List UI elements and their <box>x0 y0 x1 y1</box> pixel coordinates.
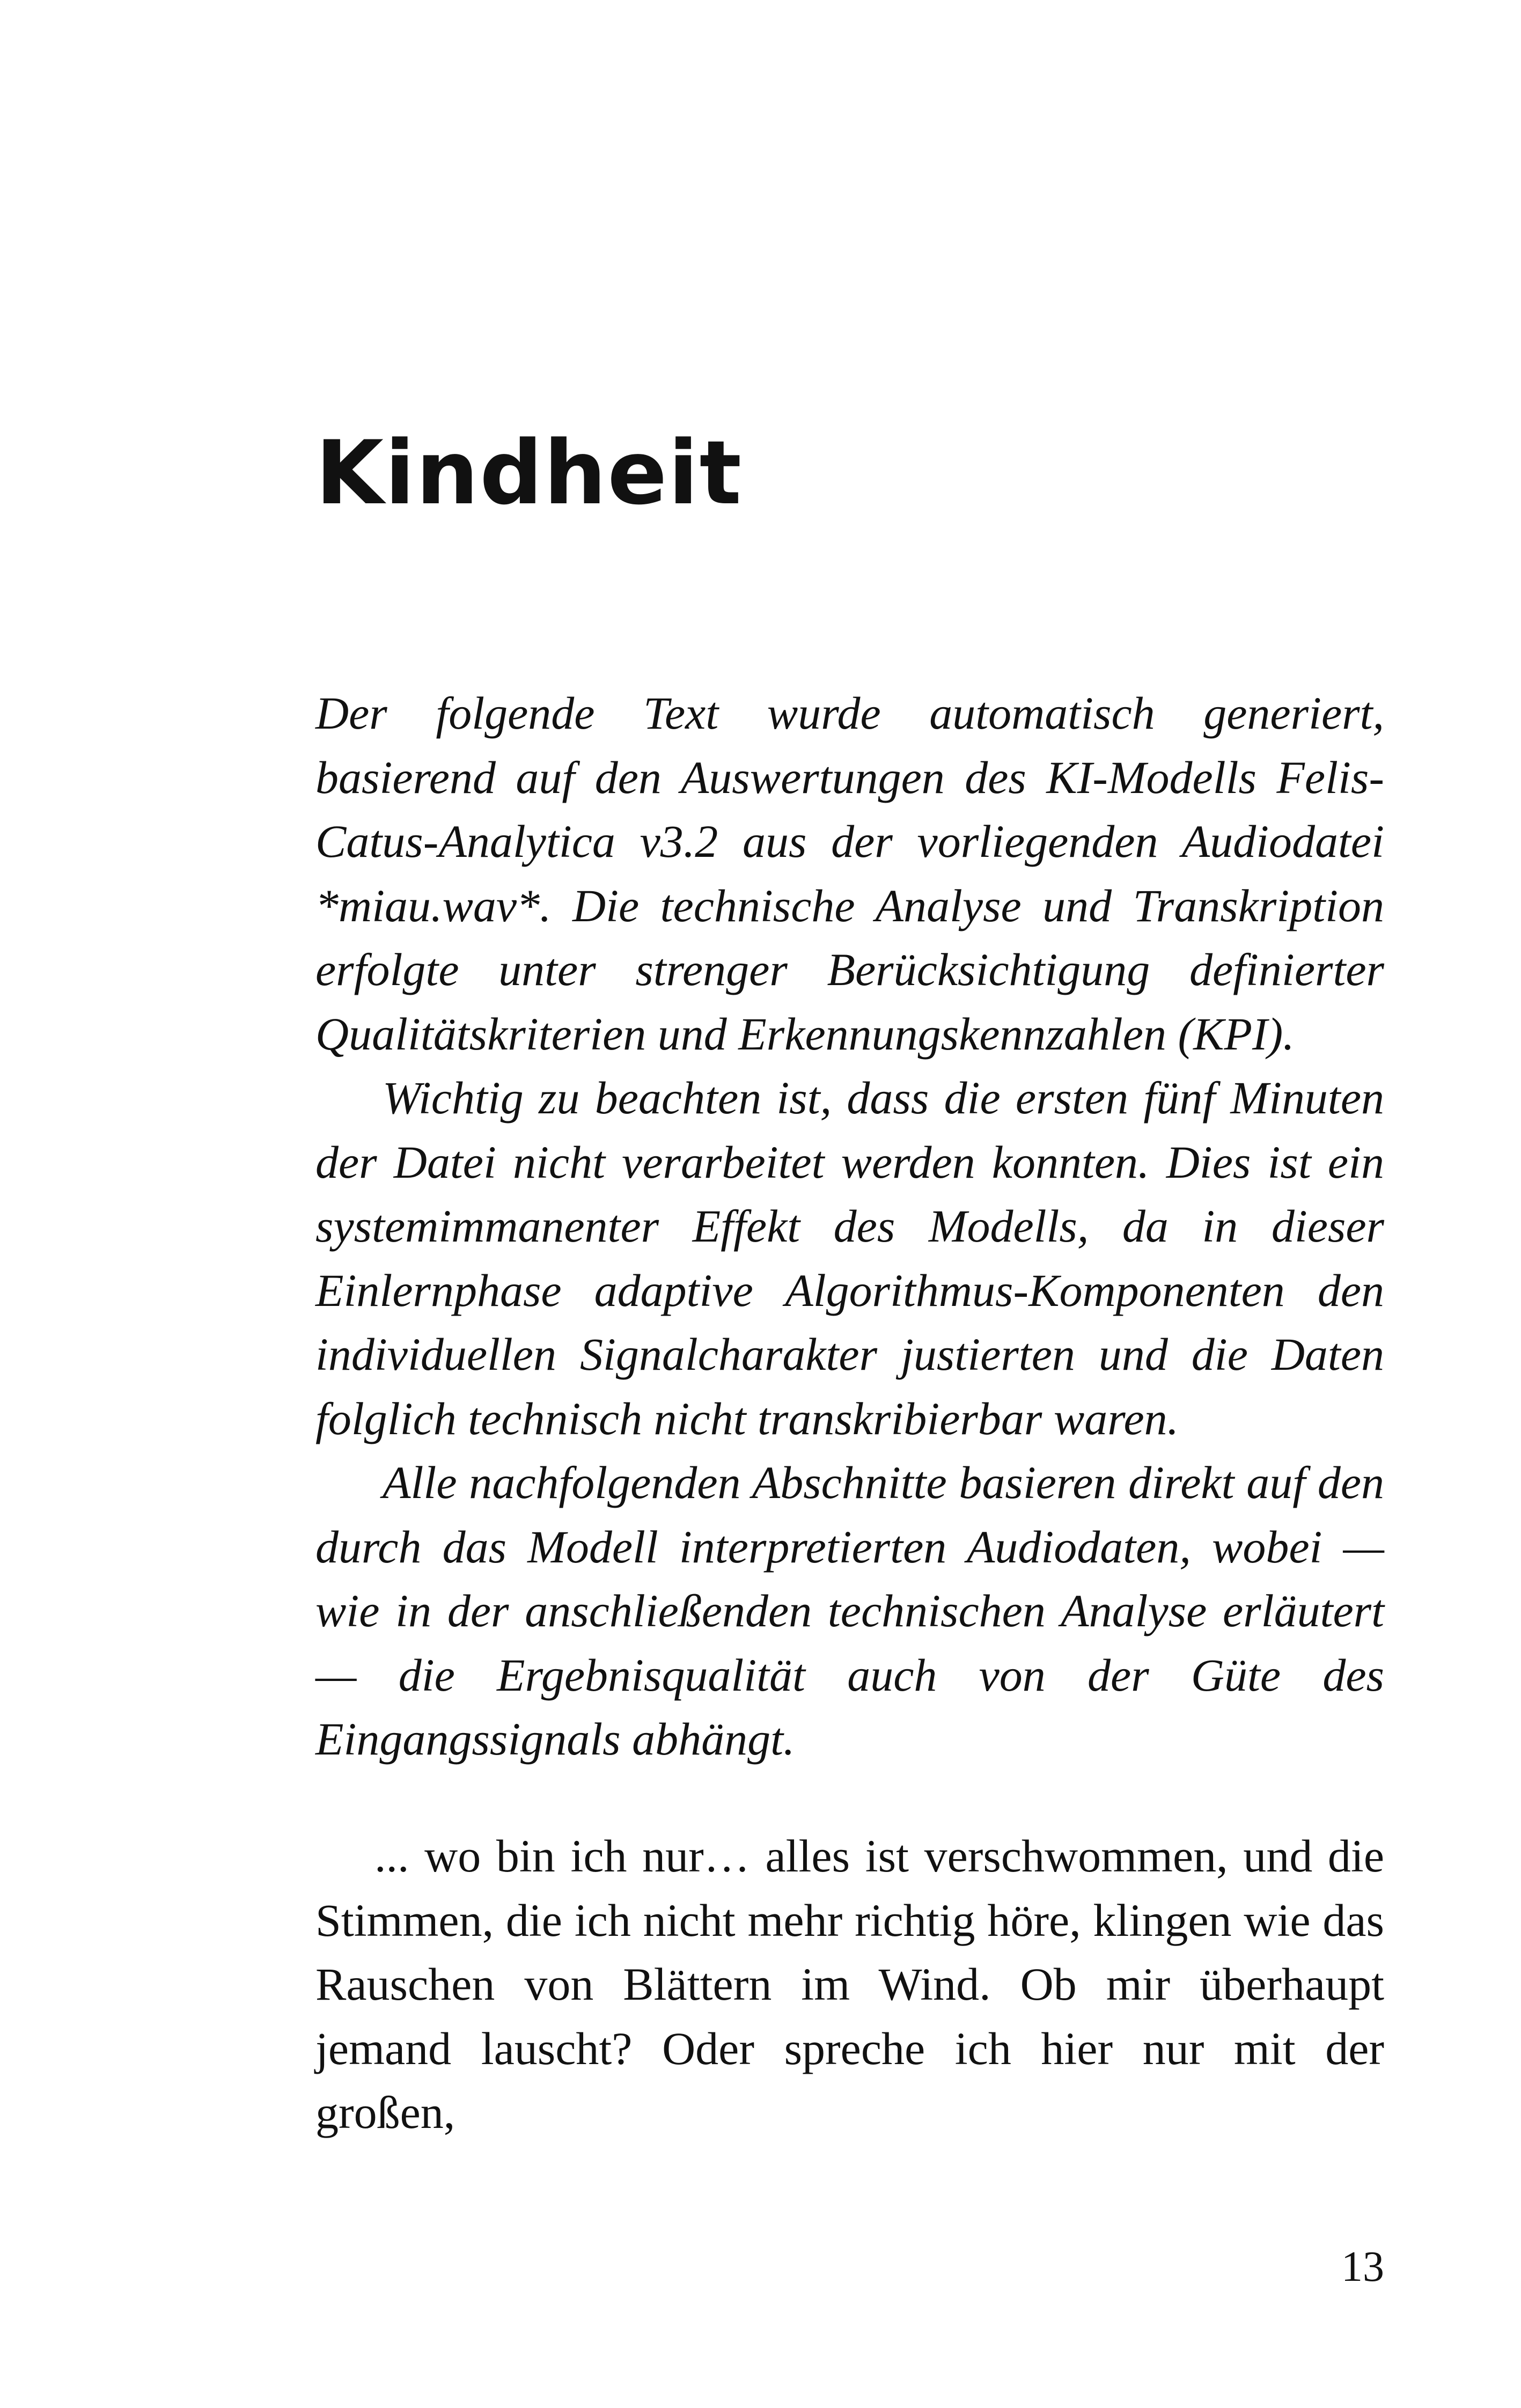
story-paragraph: ... wo bin ich nur… alles ist verschwommen, und die Stimmen, die ich nicht mehr richtig höre, klingen wie das Rauschen von Blättern im Wind. Ob mir überhaupt jemand lauscht? Oder spreche ich hier nur mit der großen, <box>315 1830 1384 2138</box>
intro-paragraph: Alle nachfolgenden Abschnitte basieren direkt auf den durch das Modell interpretierten Audiodaten, wobei — wie in der anschließenden technischen Analyse erläutert — die Ergebnisqualität auch von der Güte des Eingangssignals abhängt. <box>315 1457 1384 1765</box>
intro-block <box>315 681 1384 1772</box>
intro-paragraph: Der folgende Text wurde automatisch generiert, basierend auf den Auswertungen des KI-Modells Felis-Catus-Analytica v3.2 aus der vorliegenden Audiodatei *miau.wav*. Die technische Analyse und Transkription erfolgte unter strenger Berücksichtigung definierter Qualitätskriterien und Erkennungskennzahlen (KPI). <box>315 687 1384 1060</box>
page-number: 13 <box>1341 2243 1384 2290</box>
intro-paragraph: Wichtig zu beachten ist, dass die ersten fünf Minuten der Datei nicht verarbeitet werden konnten. Dies ist ein systemimmanenter Effekt des Modells, da in dieser Einlernphase adaptive Algorithmus-Komponenten den individuellen Signalcharakter justierten und die Daten folglich technisch nicht transkribierbar waren. <box>315 1072 1384 1444</box>
chapter-title: Kindheit <box>315 422 743 524</box>
story-block <box>315 1824 1384 2145</box>
